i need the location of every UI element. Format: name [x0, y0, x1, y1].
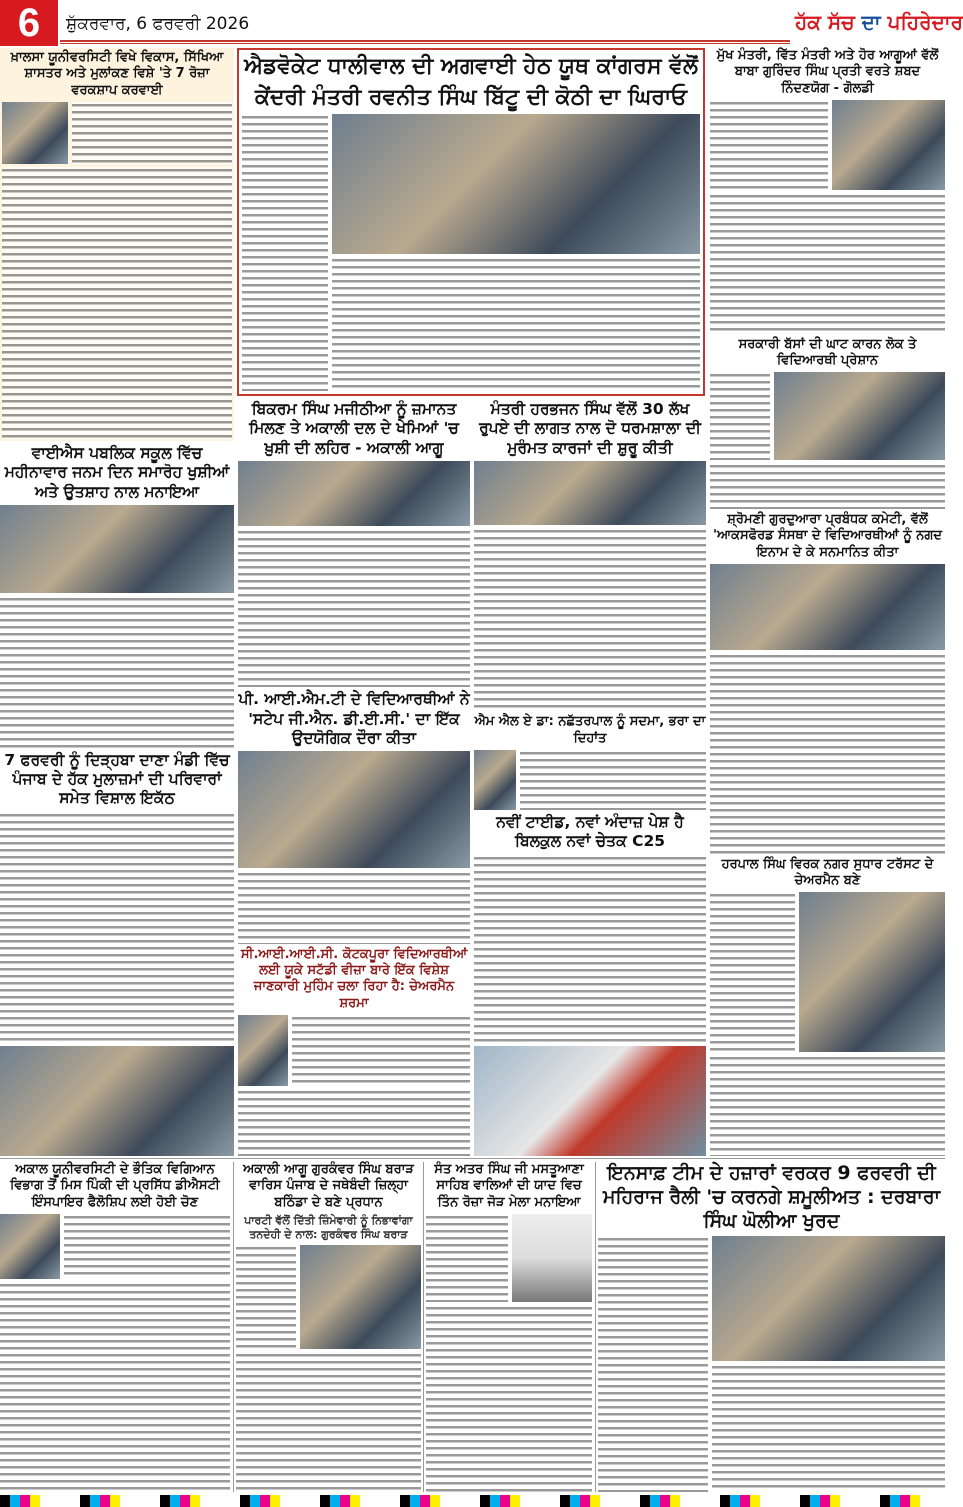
- right-column: [710, 48, 945, 1156]
- headline-akal: ਅਕਾਲ ਯੂਨੀਵਰਸਿਟੀ ਦੇ ਭੌਤਿਕ ਵਿਗਿਆਨ ਵਿਭਾਗ ਤੋਂ ਮਿਸ ਪਿੰਕੀ ਦੀ ਪ੍ਰਸਿੱਧ ਡੀਐਸਟੀ ਇੰਸਪਾਇਰ ਫੈਲੋਸ਼ਿਪ ਲਈ ਹੋਈ ਚੋਣ: [10, 1162, 220, 1210]
- photo-dirba: [0, 1046, 234, 1156]
- logo-part1: ਹੱਕ ਸੱਚ: [795, 10, 855, 34]
- insaaf-body: [598, 1236, 945, 1492]
- article-text: [236, 1352, 421, 1492]
- photo-ys-school: [0, 505, 234, 593]
- article-text: [598, 1236, 708, 1492]
- photo-pimt: [238, 751, 470, 867]
- ciic-photo-row: [238, 1015, 470, 1086]
- photo-insaaf-team: [712, 1236, 945, 1361]
- headline-chetak: ਨਵੀਂ ਟਾਈਡ, ਨਵਾਂ ਅੰਦਾਜ਼ ਪੇਸ਼ ਹੈ ਬਿਲਕੁਲ ਨਵਾਂ ਚੇਤਕ C25: [496, 812, 684, 851]
- divider: [423, 1162, 424, 1492]
- article-text: [0, 596, 234, 747]
- article-text: [426, 1305, 592, 1492]
- divider: [595, 1162, 596, 1492]
- bottom-col-brar: [236, 1162, 421, 1492]
- article-text: [332, 257, 700, 391]
- headline-harbhajan: ਮੰਤਰੀ ਹਰਭਜਨ ਸਿੰਘ ਵੱਲੋਂ 30 ਲੱਖ ਰੁਪਏ ਦੀ ਲਾਗਤ ਨਾਲ ਦੋ ਧਰਮਸ਼ਾਲਾ ਦੀ ਮੁਰੰਮਤ ਕਾਰਜਾਂ ਦੀ ਸ਼ੁਰੂ ਕੀਤੀ: [479, 400, 701, 457]
- khalsa-photo-row: [2, 102, 232, 164]
- headline-goldi: ਮੁੱਖ ਮੰਤਰੀ, ਵਿੱਤ ਮੰਤਰੀ ਅਤੇ ਹੋਰ ਆਗੂਆਂ ਵੱਲੋਂ ਬਾਬਾ ਗੁਰਿੰਦਰ ਸਿੰਘ ਪ੍ਰਤੀ ਵਰਤੇ ਸ਼ਬਦ ਨਿੰਦਣਯੋਗ - ਗੋਲਡੀ: [716, 48, 939, 96]
- article-text: [710, 463, 945, 509]
- lead-headline-line2: ਕੇਂਦਰੀ ਮੰਤਰੀ ਰਵਨੀਤ ਸਿੰਘ ਬਿੱਟੂ ਦੀ ਕੋਠੀ ਦਾ ਘਿਰਾਓ: [254, 84, 688, 110]
- headline-khalsa: ਖ਼ਾਲਸਾ ਯੂਨੀਵਰਸਿਟੀ ਵਿਖੇ ਵਿਕਾਸ, ਸਿੱਖਿਆ ਸ਼ਾਸਤਰ ਅਤੇ ਮੁਲਾਂਕਣ ਵਿਸ਼ੇ 'ਤੇ 7 ਰੋਜ਼ਾ ਵਰਕਸ਼ਾਪ ਕਰਵਾਈ: [10, 50, 224, 98]
- header-rule: [60, 40, 790, 44]
- bottom-col-akal: [0, 1162, 230, 1492]
- headline-sgpc: ਸ਼੍ਰੋਮਣੀ ਗੁਰਦੁਆਰਾ ਪ੍ਰਬੰਧਕ ਕਮੇਟੀ, ਵੱਲੋਂ 'ਆਕਸਫੋਰਡ ਸੰਸਥਾ ਦੇ ਵਿਦਿਆਰਥੀਆਂ ਨੂੰ ਨਗਦ ਇਨਾਮ ਦੇ ਕੇ ਸਨਮਾਨਿਤ ਕੀਤਾ: [712, 512, 943, 560]
- article-text: [238, 529, 470, 687]
- divider: [0, 1158, 945, 1159]
- lead-headline-line1: ਐਡਵੋਕੇਟ ਧਾਲੀਵਾਲ ਦੀ ਅਗਵਾਈ ਹੇਠ ਯੂਥ ਕਾਂਗਰਸ ਵੱਲੋਂ: [244, 54, 698, 79]
- photo-harbhajan: [474, 461, 706, 525]
- logo-part2: ਦਾ: [861, 10, 881, 34]
- article-text: [710, 100, 828, 190]
- buses-photo-row: [710, 372, 945, 460]
- headline-ys-school: ਵਾਈਐਸ ਪਬਲਿਕ ਸਕੂਲ ਵਿੱਚ ਮਹੀਨਾਵਾਰ ਜਨਮ ਦਿਨ ਸਮਾਰੋਹ ਖੁਸ਼ੀਆਂ ਅਤੇ ਉਤਸ਼ਾਹ ਨਾਲ ਮਨਾਇਆ: [4, 444, 230, 501]
- subhead-brar: ਪਾਰਟੀ ਵੱਲੋਂ ਦਿੱਤੀ ਜ਼ਿੰਮੇਵਾਰੀ ਨੂੰ ਨਿਭਾਵਾਂਗਾ ਤਨਦੇਹੀ ਦੇ ਨਾਲ: ਗੁਰਕੰਵਰ ਸਿੰਘ ਬਰਾੜ: [244, 1213, 413, 1241]
- lead-body: [242, 114, 700, 391]
- article-text: [0, 812, 234, 1043]
- article-text: [474, 855, 706, 1043]
- divider: [233, 1162, 234, 1492]
- akal-photo-row: [0, 1214, 230, 1279]
- khalsa-article: [0, 48, 234, 441]
- headline-ciic: ਸੀ.ਆਈ.ਆਈ.ਸੀ. ਕੋਟਕਪੂਰਾ ਵਿਦਿਆਰਥੀਆਂ ਲਈ ਯੂਕੇ ਸਟੱਡੀ ਵੀਜ਼ਾ ਬਾਰੇ ਇੱਕ ਵਿਸ਼ੇਸ਼ ਜਾਣਕਾਰੀ ਮੁਹਿੰਮ ਚਲਾ ਰਿਹਾ ਹੈ: ਚੇਅਰਮੈਨ ਸ਼ਰਮਾ: [240, 946, 468, 1011]
- photo-sgpc: [710, 564, 945, 650]
- article-text: [292, 1015, 470, 1086]
- mla-photo-row: [474, 750, 706, 810]
- logo-part3: ਪਹਿਰੇਦਾਰ: [887, 10, 963, 34]
- article-text: [710, 193, 945, 334]
- photo-mla-brother: [474, 750, 516, 810]
- article-text: [0, 1282, 230, 1492]
- headline-mla: ਐਮ ਐਲ ਏ ਡਾ: ਨਛੱਤਰਪਾਲ ਨੂੰ ਸਦਮਾ, ਭਰਾ ਦਾ ਦਿਹਾਂਤ: [474, 714, 706, 746]
- article-text: [238, 871, 470, 944]
- photo-pinki: [0, 1214, 60, 1279]
- article-text: [236, 1245, 296, 1350]
- issue-date: ਸ਼ੁੱਕਰਵਾਰ, 6 ਫਰਵਰੀ 2026: [66, 14, 250, 34]
- article-text: [520, 750, 706, 810]
- print-registration-bar: [0, 1495, 945, 1507]
- article-text: [710, 1055, 945, 1156]
- article-text: [426, 1214, 508, 1302]
- article-text: [2, 167, 232, 439]
- photo-sant-atar-singh: [512, 1214, 592, 1302]
- left-column: [0, 48, 234, 1156]
- headline-virk: ਹਰਪਾਲ ਸਿੰਘ ਵਿਰਕ ਨਗਰ ਸੁਧਾਰ ਟਰੱਸਟ ਦੇ ਚੇਅਰਮੈਨ ਬਣੇ: [721, 856, 934, 888]
- headline-buses: ਸਰਕਾਰੀ ਬੱਸਾਂ ਦੀ ਘਾਟ ਕਾਰਨ ਲੋਕ ਤੇ ਵਿਦਿਆਰਥੀ ਪ੍ਰੇਸ਼ਾਨ: [738, 336, 917, 368]
- headline-atar: ਸੰਤ ਅਤਰ ਸਿੰਘ ਜੀ ਮਸਤੂਆਣਾ ਸਾਹਿਬ ਵਾਲਿਆਂ ਦੀ ਯਾਦ ਵਿਚ ਤਿੰਨ ਰੋਜ਼ਾ ਜੋੜ ਮੇਲਾ ਮਨਾਇਆ: [434, 1162, 584, 1210]
- article-text: [712, 1364, 945, 1492]
- article-text: [242, 114, 328, 391]
- virk-photo-row: [710, 892, 945, 1052]
- photo-majithia: [238, 461, 470, 526]
- center-left-column: [238, 400, 470, 1156]
- bottom-col-insaaf: [598, 1162, 945, 1492]
- headline-dirba: 7 ਫਰਵਰੀ ਨੂੰ ਦਿੜ੍ਹਬਾ ਦਾਣਾ ਮੰਡੀ ਵਿੱਚ ਪੰਜਾਬ ਦੇ ਹੱਕ ਮੁਲਾਜ਼ਮਾਂ ਦੀ ਪਰਿਵਾਰਾਂ ਸਮੇਤ ਵਿਸ਼ਾਲ ਇਕੱਠ: [4, 750, 230, 808]
- headline-brar: ਅਕਾਲੀ ਆਗੂ ਗੁਰਕੰਵਰ ਸਿੰਘ ਬਰਾੜ ਵਾਰਿਸ ਪੰਜਾਬ ਦੇ ਜਥੇਬੰਦੀ ਜ਼ਿਲ੍ਹਾ ਬਠਿੰਡਾ ਦੇ ਬਣੇ ਪ੍ਰਧਾਨ: [243, 1162, 414, 1210]
- lead-photo-area: [332, 114, 700, 391]
- article-text: [710, 653, 945, 854]
- photo-buses: [774, 372, 945, 460]
- goldi-photo-row: [710, 100, 945, 190]
- article-text: [72, 102, 232, 164]
- center-right-column: [474, 400, 706, 1156]
- article-text: [710, 372, 770, 460]
- headline-pimt: ਪੀ. ਆਈ.ਐਮ.ਟੀ ਦੇ ਵਿਦਿਆਰਥੀਆਂ ਨੇ 'ਸਟੇਪ ਜੀ.ਐਨ. ਡੀ.ਈ.ਸੀ.' ਦਾ ਇੱਕ ਉਦਯੋਗਿਕ ਦੌਰਾ ਕੀਤਾ: [238, 690, 470, 747]
- article-text: [64, 1214, 230, 1279]
- masthead-logo: [795, 2, 963, 42]
- photo-lead-protest: [332, 114, 700, 254]
- headline-insaaf: ਇਨਸਾਫ਼ ਟੀਮ ਦੇ ਹਜ਼ਾਰਾਂ ਵਰਕਰ 9 ਫਰਵਰੀ ਦੀ ਮਹਿਰਾਜ ਰੈਲੀ 'ਚ ਕਰਨਗੇ ਸ਼ਮੂਲੀਅਤ : ਦਰਬਾਰਾ ਸਿੰਘ ਘੋਲੀਆ ਖੁਰਦ: [602, 1162, 941, 1232]
- atar-photo-row: [426, 1214, 592, 1302]
- photo-khalsa: [2, 102, 68, 164]
- photo-ciic-chairman: [238, 1015, 288, 1086]
- photo-chetak-scooter: [474, 1046, 706, 1156]
- article-text: [710, 892, 795, 1052]
- insaaf-photo-area: [712, 1236, 945, 1492]
- article-text: [238, 1089, 470, 1156]
- brar-photo-row: [236, 1245, 421, 1350]
- bottom-col-atar: [426, 1162, 592, 1492]
- headline-majithia: ਬਿਕਰਮ ਸਿੰਘ ਮਜੀਠੀਆ ਨੂੰ ਜ਼ਮਾਨਤ ਮਿਲਣ ਤੇ ਅਕਾਲੀ ਦਲ ਦੇ ਖੇਮਿਆਂ 'ਚ ਖ਼ੁਸ਼ੀ ਦੀ ਲਹਿਰ - ਅਕਾਲੀ ਆਗੂ: [249, 400, 459, 457]
- photo-brar: [300, 1245, 421, 1350]
- article-text: [474, 528, 706, 711]
- photo-virk: [799, 892, 945, 1052]
- photo-goldi: [832, 100, 945, 190]
- page-number: 6: [0, 0, 58, 46]
- lead-story-box: [237, 48, 705, 396]
